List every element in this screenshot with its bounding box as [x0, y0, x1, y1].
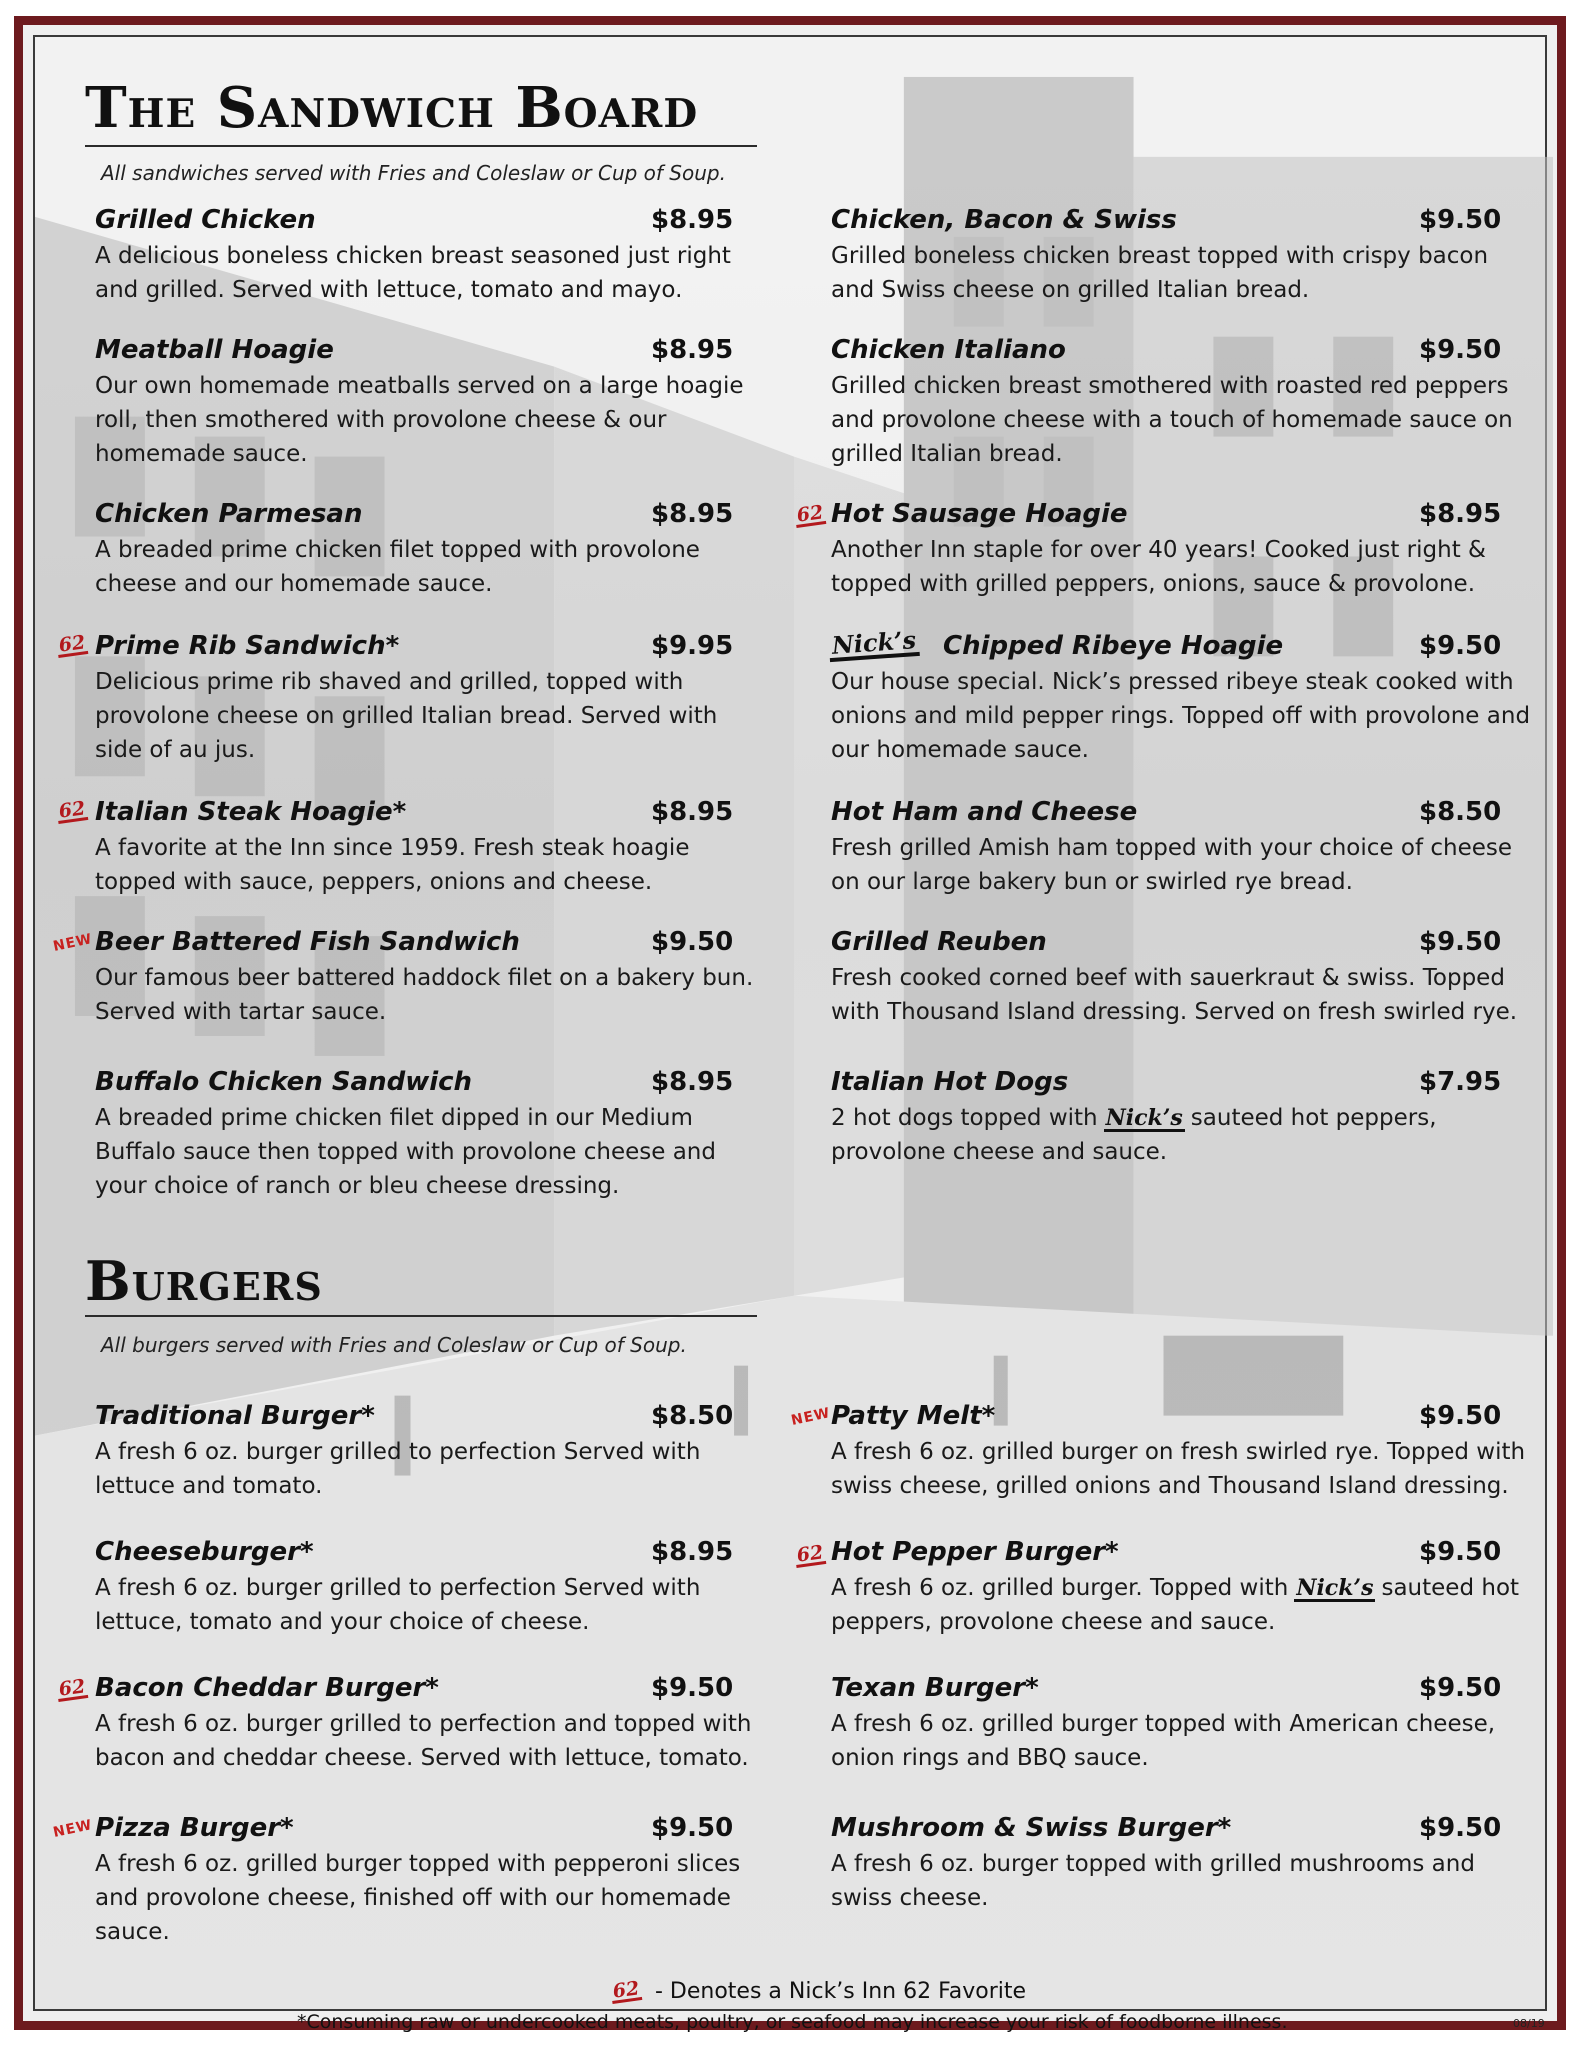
item-price: $9.50: [1419, 1537, 1502, 1567]
item-name: Pizza Burger*: [95, 1813, 294, 1843]
item-price: $9.50: [1419, 205, 1502, 235]
item-price: $9.50: [651, 1673, 734, 1703]
burgers-subtitle: All burgers served with Fries and Coleslaw or Cup of Soup.: [101, 1333, 687, 1357]
item-description: Fresh grilled Amish ham topped with your choice of cheese on our large bakery bun or swirled rye bread.: [831, 835, 1513, 895]
menu-item: [95, 499, 755, 601]
item-description: Fresh cooked corned beef with sauerkraut & swiss. Topped with Thousand Island dressing. Served on fresh swirled rye.: [831, 965, 1518, 1025]
item-name: Texan Burger*: [831, 1673, 1039, 1703]
item-name: Chicken Parmesan: [95, 499, 363, 529]
favorite-62-badge: 62: [56, 799, 89, 824]
item-description-start: 2 hot dogs topped with: [831, 1105, 1098, 1131]
item-name: Buffalo Chicken Sandwich: [95, 1067, 473, 1097]
item-name: Traditional Burger*: [95, 1401, 375, 1431]
sandwich-title-rule: [85, 145, 757, 147]
item-name: Prime Rib Sandwich*: [95, 631, 400, 661]
menu-item: [95, 631, 755, 767]
menu-item: [95, 1067, 755, 1203]
item-price: $8.95: [651, 335, 734, 365]
item-description: A breaded prime chicken filet dipped in our Medium Buffalo sauce then topped with provolone cheese and your choice of ranch or bleu cheese dressing.: [95, 1105, 716, 1199]
item-price: $8.95: [651, 1537, 734, 1567]
menu-item: [95, 335, 755, 471]
item-description: Another Inn staple for over 40 years! Cooked just right & topped with grilled peppers, onions, sauce & provolone.: [831, 537, 1486, 597]
menu-version-code: 08/19: [1513, 2017, 1545, 2030]
menu-item: [95, 1813, 755, 1949]
item-name: Grilled Reuben: [831, 927, 1047, 957]
item-name: Chipped Ribeye Hoagie: [943, 631, 1284, 661]
item-description: [831, 1101, 1531, 1169]
item-name: Hot Pepper Burger*: [831, 1537, 1119, 1567]
item-description-start: A fresh 6 oz. grilled burger. Topped with: [831, 1575, 1289, 1601]
item-name: Grilled Chicken: [95, 205, 316, 235]
favorite-62-badge: 62: [56, 1677, 89, 1702]
item-price: $8.50: [651, 1401, 734, 1431]
item-price: $8.50: [1419, 797, 1502, 827]
item-name: Mushroom & Swiss Burger*: [831, 1813, 1232, 1843]
item-name: Hot Sausage Hoagie: [831, 499, 1128, 529]
item-name: Patty Melt*: [831, 1401, 996, 1431]
item-description: Grilled boneless chicken breast topped with crispy bacon and Swiss cheese on grilled Italian bread.: [831, 243, 1489, 303]
sandwich-board-subtitle: All sandwiches served with Fries and Coleslaw or Cup of Soup.: [101, 161, 726, 185]
item-description: Delicious prime rib shaved and grilled, topped with provolone cheese on grilled Italian bread. Served with side of au jus.: [95, 669, 718, 763]
item-price: $9.50: [651, 927, 734, 957]
favorite-62-badge: 62: [794, 503, 827, 528]
item-price: $9.50: [1419, 1813, 1502, 1843]
item-description: A fresh 6 oz. burger topped with grilled mushrooms and swiss cheese.: [831, 1851, 1475, 1911]
item-description: A fresh 6 oz. burger grilled to perfection Served with lettuce, tomato and your choice of cheese.: [95, 1575, 701, 1635]
item-price: $8.95: [651, 797, 734, 827]
item-price: $8.95: [651, 499, 734, 529]
menu-page: [33, 35, 1547, 2033]
item-description: A delicious boneless chicken breast seasoned just right and grilled. Served with lettuce, tomato and mayo.: [95, 243, 731, 303]
favorite-62-legend-logo: 62: [610, 1979, 643, 2004]
item-description: A fresh 6 oz. burger grilled to perfection Served with lettuce and tomato.: [95, 1439, 701, 1499]
item-name: Cheeseburger*: [95, 1537, 314, 1567]
menu-item: [831, 927, 1518, 1029]
item-description-end: sauteed hot peppers, provolone cheese and sauce.: [831, 1105, 1437, 1165]
item-price: $9.50: [1419, 631, 1502, 661]
menu-item: [831, 1813, 1502, 1915]
menu-item: [95, 797, 755, 899]
item-price: $7.95: [1419, 1067, 1502, 1097]
menu-item: [95, 205, 755, 307]
menu-item: [95, 1537, 755, 1639]
favorite-legend-text: - Denotes a Nick’s Inn 62 Favorite: [655, 1979, 1027, 2004]
item-name: Beer Battered Fish Sandwich: [95, 927, 520, 957]
item-price: $9.50: [1419, 1401, 1502, 1431]
menu-item: [831, 1067, 1502, 1169]
new-badge: NEW: [789, 1405, 832, 1429]
item-price: $9.50: [1419, 335, 1502, 365]
menu-item: [831, 499, 1502, 601]
item-description: Grilled chicken breast smothered with roasted red peppers and provolone cheese with a touch of homemade sauce on grilled Italian bread.: [831, 373, 1513, 467]
item-description: A fresh 6 oz. grilled burger topped with American cheese, onion rings and BBQ sauce.: [831, 1711, 1496, 1771]
menu-item: [831, 1673, 1502, 1775]
menu-item: [95, 1673, 755, 1775]
item-name: Chicken, Bacon & Swiss: [831, 205, 1177, 235]
item-description: Our own homemade meatballs served on a large hoagie roll, then smothered with provolone cheese & our homemade sauce.: [95, 373, 744, 467]
menu-content: [35, 37, 1545, 2033]
menu-item: [95, 1401, 755, 1503]
favorite-62-badge: 62: [56, 633, 89, 658]
food-safety-disclaimer: *Consuming raw or undercooked meats, poultry, or seafood may increase your risk of foodborne illness.: [297, 2011, 1288, 2033]
menu-item: [831, 631, 1531, 767]
menu-item: [95, 927, 755, 1029]
burgers-title-rule: [85, 1315, 757, 1317]
item-price: $8.95: [1419, 499, 1502, 529]
item-price: $9.50: [1419, 927, 1502, 957]
item-price: $9.95: [651, 631, 734, 661]
item-description: Our house special. Nick’s pressed ribeye steak cooked with onions and mild pepper rings. Topped off with provolone and our homemade sauce.: [831, 669, 1531, 763]
item-price: $8.95: [651, 205, 734, 235]
menu-item: [831, 205, 1502, 307]
sandwich-board-title: The Sandwich Board: [85, 75, 699, 141]
item-name: Chicken Italiano: [831, 335, 1066, 365]
menu-item: [831, 1537, 1520, 1639]
nicks-inline-logo: Nick’s: [1105, 1105, 1183, 1131]
item-description: A breaded prime chicken filet topped with provolone cheese and our homemade sauce.: [95, 537, 700, 597]
nicks-inline-logo: Nick’s: [1296, 1575, 1374, 1601]
menu-item: [831, 797, 1513, 899]
item-description: Our famous beer battered haddock filet on a bakery bun. Served with tartar sauce.: [95, 965, 754, 1025]
nicks-logo: Nick’s: [828, 628, 920, 662]
new-badge: NEW: [51, 931, 94, 955]
item-name: Bacon Cheddar Burger*: [95, 1673, 439, 1703]
item-name: Hot Ham and Cheese: [831, 797, 1138, 827]
item-price: $8.95: [651, 1067, 734, 1097]
item-price: $9.50: [651, 1813, 734, 1843]
menu-item: [831, 1401, 1526, 1503]
item-description-end: sauteed hot peppers, provolone cheese and sauce.: [831, 1575, 1520, 1635]
burgers-title: Burgers: [85, 1249, 323, 1313]
menu-item: [831, 335, 1513, 471]
item-price: $9.50: [1419, 1673, 1502, 1703]
item-description: A favorite at the Inn since 1959. Fresh steak hoagie topped with sauce, peppers, onions and cheese.: [95, 835, 690, 895]
item-name: Italian Steak Hoagie*: [95, 797, 407, 827]
item-name: Meatball Hoagie: [95, 335, 334, 365]
favorite-62-badge: 62: [794, 1543, 827, 1568]
item-description: A fresh 6 oz. grilled burger on fresh swirled rye. Topped with swiss cheese, grilled onions and Thousand Island dressing.: [831, 1439, 1526, 1499]
item-description: A fresh 6 oz. burger grilled to perfection and topped with bacon and cheddar cheese. Served with lettuce, tomato.: [95, 1711, 752, 1771]
item-name: Italian Hot Dogs: [831, 1067, 1069, 1097]
new-badge: NEW: [51, 1817, 94, 1841]
item-description: A fresh 6 oz. grilled burger topped with pepperoni slices and provolone cheese, finished off with our homemade sauce.: [95, 1851, 741, 1945]
menu-frame: [14, 16, 1566, 2033]
item-description: [831, 1571, 1531, 1639]
